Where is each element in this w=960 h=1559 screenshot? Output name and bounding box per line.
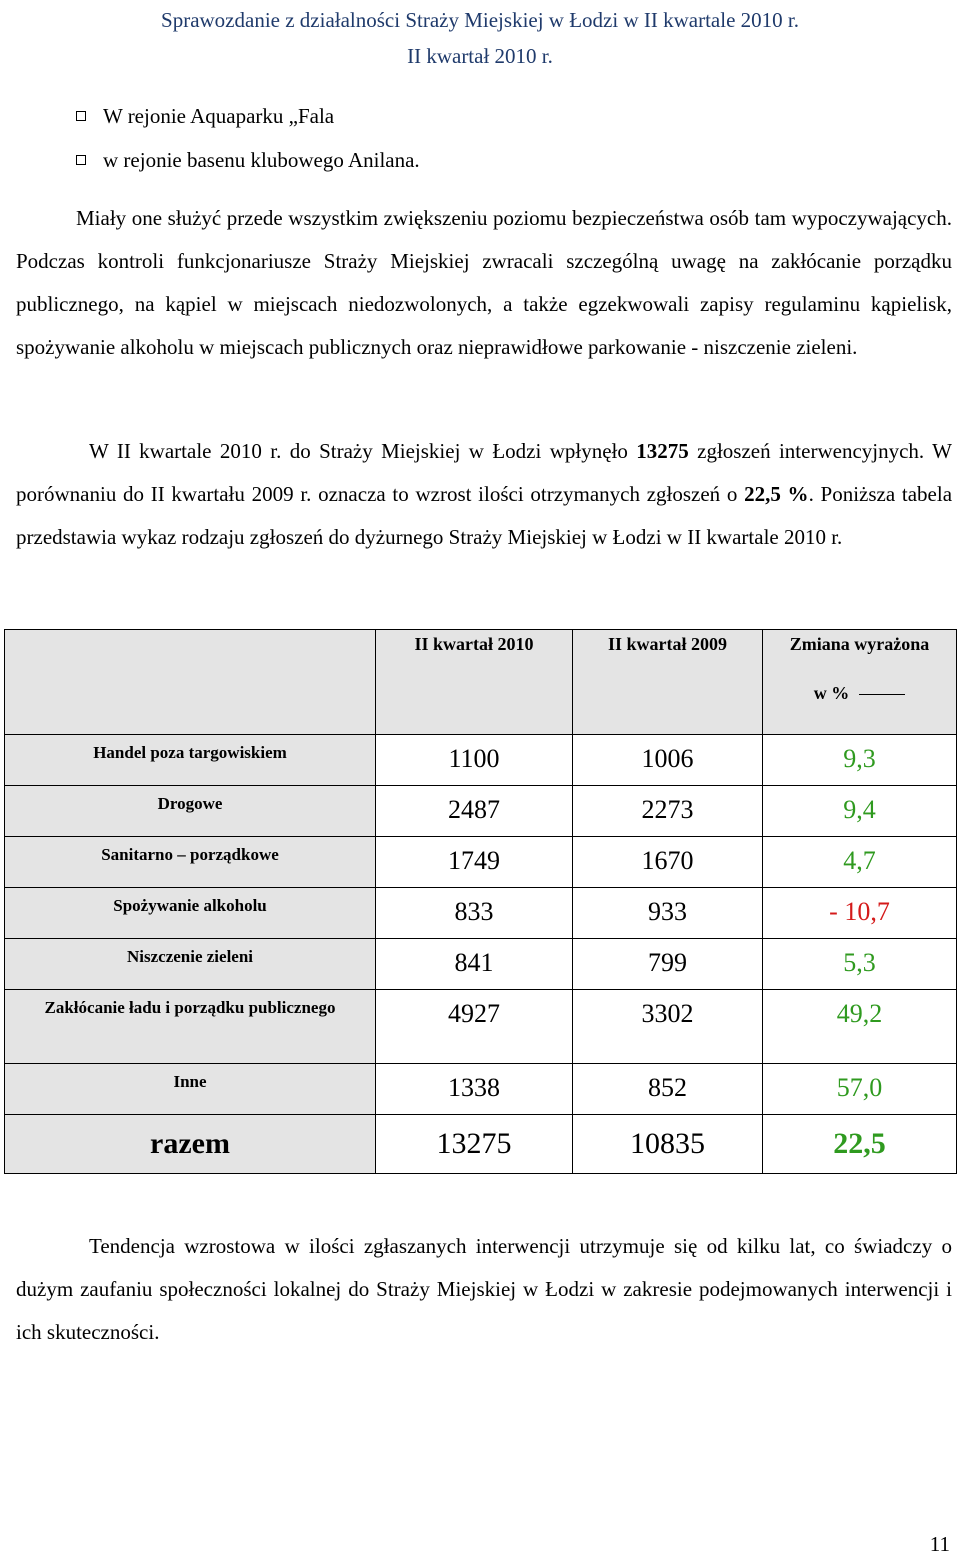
value-q2009: 1006 xyxy=(573,735,763,786)
value-q2009: 933 xyxy=(573,888,763,939)
page-header xyxy=(0,4,960,72)
summary-text-2: zgłoszeń interwencyjnych. W porównaniu do II kwartału 2009 r. oznacza to wzrost ilości otrzymanych zgłoszeń o xyxy=(16,439,952,506)
page-number: 11 xyxy=(929,1532,950,1556)
column-header-change xyxy=(763,630,957,735)
value-q2010: 2487 xyxy=(376,786,573,837)
value-q2010: 4927 xyxy=(376,990,573,1064)
summary-percent: 22,5 % xyxy=(744,482,809,506)
column-header-q2010: II kwartał 2010 xyxy=(376,630,573,735)
row-label: Drogowe xyxy=(5,786,376,837)
table-header-empty xyxy=(5,630,376,735)
value-change: 49,2 xyxy=(763,990,957,1064)
paragraph-trend: Tendencja wzrostowa w ilości zgłaszanych interwencji utrzymuje się od kilku lat, co świadczy o dużym zaufaniu społeczności lokalnej do Straży Miejskiej w Łodzi w zakresie podejmowanych interwencji i ich skuteczności. xyxy=(16,1234,952,1344)
list-item xyxy=(76,94,420,138)
bullet-text: w rejonie basenu klubowego Anilana. xyxy=(103,147,420,172)
table-row xyxy=(5,1064,957,1115)
report-subtitle: II kwartał 2010 r. xyxy=(407,44,553,68)
table-row xyxy=(5,939,957,990)
header-dash-line xyxy=(859,694,905,695)
value-change: 9,3 xyxy=(763,735,957,786)
summary-text-3: . Poniższa tabela przedstawia wykaz rodzaju zgłoszeń do dyżurnego Straży Miejskiej w Łodzi w II kwartale 2010 r. xyxy=(16,482,953,549)
value-change: - 10,7 xyxy=(763,888,957,939)
value-change: 4,7 xyxy=(763,837,957,888)
table-row xyxy=(5,990,957,1064)
value-change: 5,3 xyxy=(763,939,957,990)
value-change: 57,0 xyxy=(763,1064,957,1115)
value-q2009: 799 xyxy=(573,939,763,990)
total-change: 22,5 xyxy=(763,1115,957,1174)
table-row xyxy=(5,735,957,786)
paragraph-patrols: Miały one służyć przede wszystkim zwiększeniu poziomu bezpieczeństwa osób tam wypoczywających. Podczas kontroli funkcjonariusze Straży Miejskiej zwracali szczególną uwagę na zakłócanie porządku publicznego, na kąpiel w miejscach niedozwolonych, a także egzekwowali zapisy regulaminu kąpielisk, spożywanie alkoholu w miejscach publicznych oraz nieprawidłowe parkowanie - niszczenie zieleni. xyxy=(16,206,952,359)
bullet-text: W rejonie Aquaparku „Fala xyxy=(103,103,335,128)
paragraph-summary xyxy=(16,430,952,559)
row-label: Sanitarno – porządkowe xyxy=(5,837,376,888)
value-q2010: 1338 xyxy=(376,1064,573,1115)
summary-count: 13275 xyxy=(636,439,689,463)
row-label: Spożywanie alkoholu xyxy=(5,888,376,939)
change-header-line2 xyxy=(763,683,956,704)
summary-text-1: W II kwartale 2010 r. do Straży Miejskiej w Łodzi wpłynęło xyxy=(89,439,637,463)
row-label: Inne xyxy=(5,1064,376,1115)
total-q2010: 13275 xyxy=(376,1115,573,1174)
value-q2009: 1670 xyxy=(573,837,763,888)
table-row xyxy=(5,888,957,939)
value-change: 9,4 xyxy=(763,786,957,837)
bullet-list xyxy=(76,94,420,182)
checkbox-bullet-icon xyxy=(76,155,86,165)
value-q2010: 1100 xyxy=(376,735,573,786)
value-q2010: 833 xyxy=(376,888,573,939)
value-q2009: 852 xyxy=(573,1064,763,1115)
list-item xyxy=(76,138,420,182)
value-q2010: 1749 xyxy=(376,837,573,888)
change-header-unit: w % xyxy=(813,683,850,703)
value-q2009: 3302 xyxy=(573,990,763,1064)
row-label: Niszczenie zieleni xyxy=(5,939,376,990)
reports-table xyxy=(4,629,957,1174)
table-row xyxy=(5,837,957,888)
checkbox-bullet-icon xyxy=(76,111,86,121)
table-row xyxy=(5,786,957,837)
total-label: razem xyxy=(5,1115,376,1174)
report-title: Sprawozdanie z działalności Straży Miejskiej w Łodzi w II kwartale 2010 r. xyxy=(161,8,799,32)
change-header-line1: Zmiana wyrażona xyxy=(789,634,930,654)
table-total-row xyxy=(5,1115,957,1174)
column-header-q2009: II kwartał 2009 xyxy=(573,630,763,735)
value-q2009: 2273 xyxy=(573,786,763,837)
table-header-row xyxy=(5,630,957,735)
value-q2010: 841 xyxy=(376,939,573,990)
row-label: Zakłócanie ładu i porządku publicznego xyxy=(5,990,376,1064)
row-label: Handel poza targowiskiem xyxy=(5,735,376,786)
total-q2009: 10835 xyxy=(573,1115,763,1174)
